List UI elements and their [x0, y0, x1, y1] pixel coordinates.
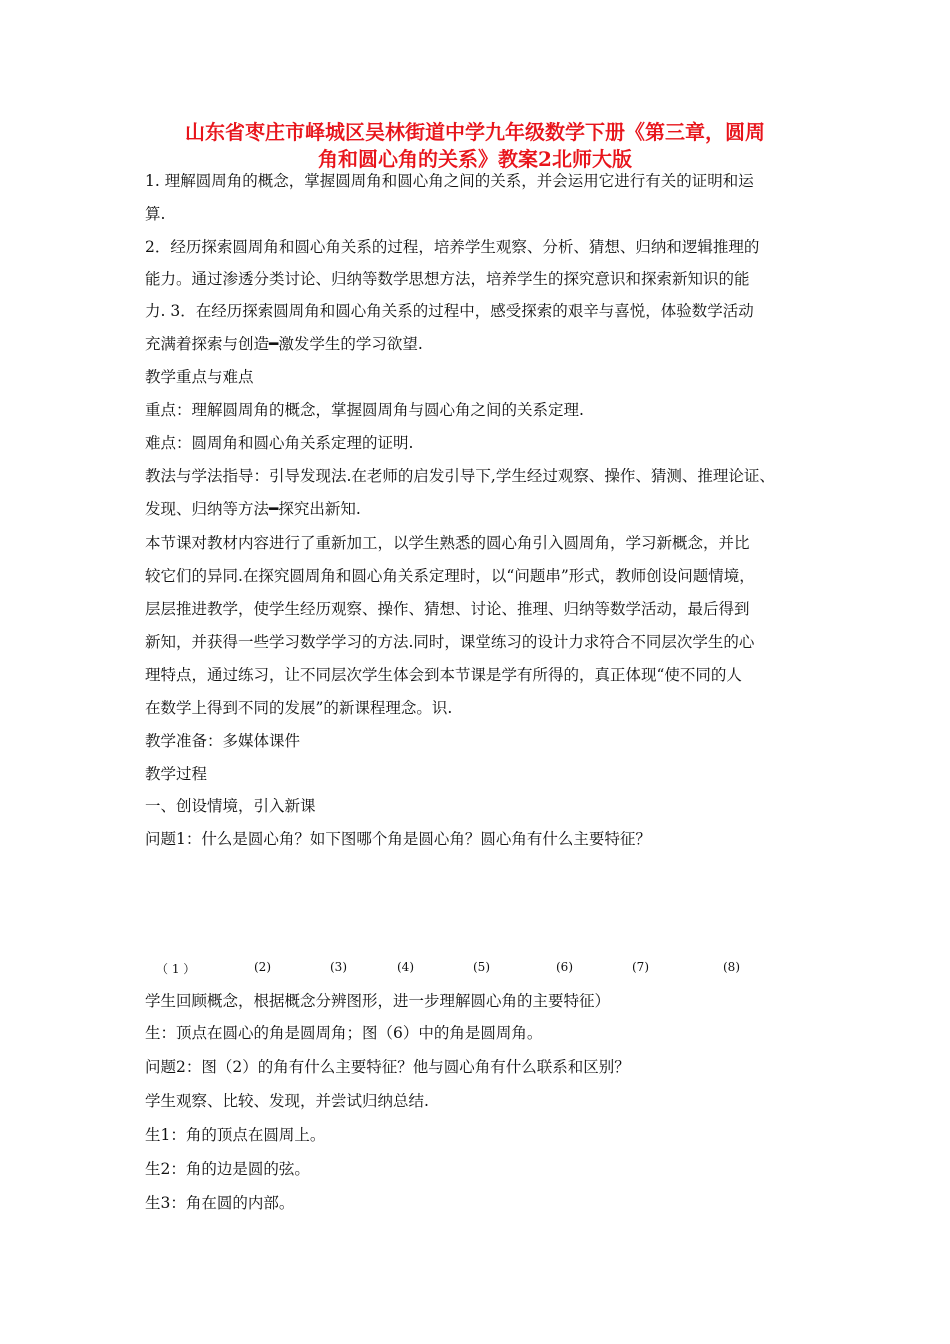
section-heading: 一、创设情境，引入新课 — [145, 797, 316, 815]
figure-label: (7) — [632, 960, 649, 974]
figure-label: (2) — [254, 960, 271, 974]
figure-label: (8) — [723, 960, 740, 974]
section-heading: 教学过程 — [145, 765, 208, 783]
body-line: 学生回顾概念，根据概念分辨图形，进一步理解圆心角的主要特征） — [145, 992, 611, 1010]
body-line: 生3：角在圆的内部。 — [145, 1194, 295, 1212]
document-title-line-2: 角和圆心角的关系》教案2北师大版 — [318, 147, 632, 171]
body-line: 1. 理解圆周角的概念，掌握圆周角和圆心角之间的关系，并会运用它进行有关的证明和运 — [145, 172, 754, 190]
question-line: 问题2：图（2）的角有什么主要特征？他与圆心角有什么联系和区别？ — [145, 1058, 630, 1076]
question-line: 问题1：什么是圆心角？如下图哪个角是圆心角？圆心角有什么主要特征？ — [145, 830, 651, 848]
section-heading: 教学重点与难点 — [145, 368, 254, 386]
body-line: 充满着探索与创造━激发学生的学习欲望. — [145, 335, 423, 353]
body-line: 学生观察、比较、发现，并尝试归纳总结. — [145, 1092, 429, 1110]
body-line: 本节课对教材内容进行了重新加工，以学生熟悉的圆心角引入圆周角，学习新概念，并比 — [145, 534, 750, 552]
figure-label: (6) — [556, 960, 573, 974]
body-line: 在数学上得到不同的发展”的新课程理念。识. — [145, 699, 453, 717]
body-line: 理特点，通过练习，让不同层次学生体会到本节课是学有所得的，真正体现“使不同的人 — [145, 666, 742, 684]
figure-label: (5) — [473, 960, 490, 974]
body-line: 算. — [145, 205, 166, 223]
figure-labels-row — [0, 960, 950, 980]
body-line: 2．经历探索圆周角和圆心角关系的过程，培养学生观察、分析、猜想、归纳和逻辑推理的 — [145, 238, 760, 256]
body-line: 生1：角的顶点在圆周上。 — [145, 1126, 326, 1144]
body-line: 重点：理解圆周角的概念，掌握圆周角与圆心角之间的关系定理. — [145, 401, 584, 419]
body-line: 生：顶点在圆心的角是圆周角；图（6）中的角是圆周角。 — [145, 1024, 543, 1042]
body-line: 教法与学法指导：引导发现法.在老师的启发引导下,学生经过观察、操作、猜测、推理论证、 — [145, 467, 775, 485]
body-line: 较它们的异同.在探究圆周角和圆心角关系定理时，以“问题串”形式，教师创设问题情境， — [145, 567, 755, 585]
body-line: 生2：角的边是圆的弦。 — [145, 1160, 310, 1178]
body-line: 能力。通过渗透分类讨论、归纳等数学思想方法，培养学生的探究意识和探索新知识的能 — [145, 270, 750, 288]
body-line: 发现、归纳等方法━探究出新知. — [145, 500, 361, 518]
figure-label: (3) — [330, 960, 347, 974]
body-line: 层层推进教学，使学生经历观察、操作、猜想、讨论、推理、归纳等数学活动，最后得到 — [145, 600, 750, 618]
body-line: 力. 3．在经历探索圆周角和圆心角关系的过程中，感受探索的艰辛与喜悦，体验数学活动 — [145, 302, 754, 320]
body-line: 教学准备：多媒体课件 — [145, 732, 301, 750]
body-line: 难点：圆周角和圆心角关系定理的证明. — [145, 434, 414, 452]
figure-label: (4) — [397, 960, 414, 974]
body-line: 新知，并获得一些学习数学学习的方法.同时，课堂练习的设计力求符合不同层次学生的心 — [145, 633, 755, 651]
figure-label: （ 1 ） — [156, 962, 196, 976]
document-title-line-1: 山东省枣庄市峄城区吴林街道中学九年级数学下册《第三章，圆周 — [185, 120, 765, 144]
